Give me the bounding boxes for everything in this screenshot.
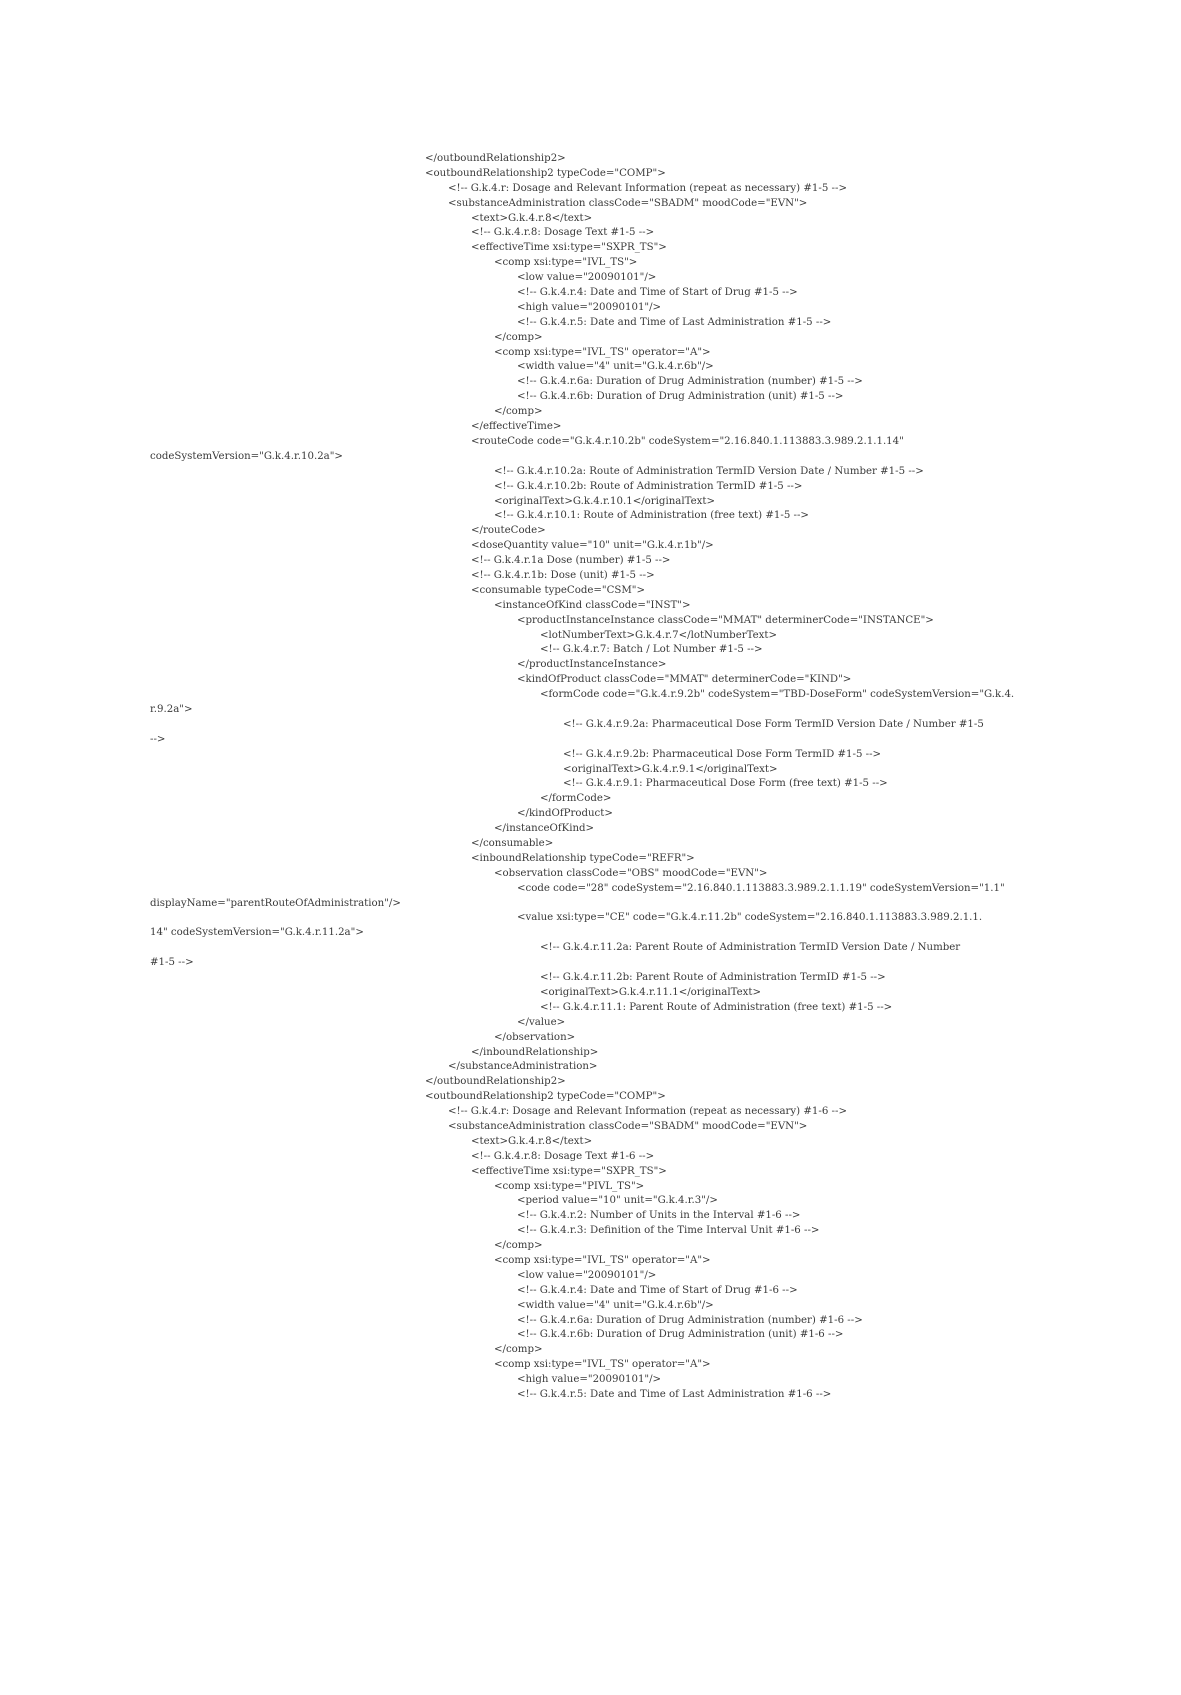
code-line-text: <outboundRelationship2 typeCode="COMP"> — [425, 1091, 666, 1103]
code-line — [150, 986, 1030, 1001]
code-line — [150, 301, 1030, 316]
code-line — [150, 1075, 1030, 1090]
code-line-text: <!-- G.k.4.r.1b: Dose (unit) #1-5 --> — [471, 569, 655, 581]
code-line — [150, 643, 1030, 658]
code-line — [150, 792, 1030, 807]
code-line-text: <substanceAdministration classCode="SBADM" moodCode="EVN"> — [448, 1120, 808, 1132]
code-line — [150, 569, 1030, 584]
code-line — [150, 316, 1030, 331]
code-line — [150, 911, 1030, 941]
code-line-text: <inboundRelationship typeCode="REFR"> — [471, 852, 695, 864]
code-line-text: </outboundRelationship2> — [425, 153, 566, 164]
code-line — [150, 614, 1030, 629]
code-line-text: <!-- G.k.4.r.3: Definition of the Time Interval Unit #1-6 --> — [517, 1225, 820, 1237]
code-line — [150, 1224, 1030, 1239]
code-line-text: <routeCode code="G.k.4.r.10.2b" codeSystem="2.16.840.1.113883.3.989.2.1.1.14" — [471, 435, 904, 447]
code-line — [150, 688, 1030, 718]
code-line — [150, 1090, 1030, 1105]
code-line-text: </effectiveTime> — [471, 421, 562, 433]
code-line — [150, 495, 1030, 510]
code-line-text: <!-- G.k.4.r.6a: Duration of Drug Administration (number) #1-5 --> — [517, 376, 863, 388]
code-line-text: <productInstanceInstance classCode="MMAT" determinerCode="INSTANCE"> — [517, 614, 934, 626]
code-line-text: <comp xsi:type="IVL_TS" operator="A"> — [494, 1255, 711, 1266]
code-line-text: <effectiveTime xsi:type="SXPR_TS"> — [471, 1165, 667, 1177]
code-line — [150, 1016, 1030, 1031]
code-line-text: <low value="20090101"/> — [517, 1269, 657, 1281]
code-line-text: <comp xsi:type="IVL_TS"> — [494, 257, 638, 269]
code-line — [150, 718, 1030, 748]
code-line — [150, 182, 1030, 197]
code-line — [150, 1046, 1030, 1061]
code-line-wrap: #1-5 --> — [150, 957, 194, 969]
code-line-text: </consumable> — [471, 838, 554, 850]
code-line-wrap: 14" codeSystemVersion="G.k.4.r.11.2a"> — [150, 927, 364, 939]
code-line — [150, 1150, 1030, 1165]
code-line — [150, 584, 1030, 599]
code-line — [150, 673, 1030, 688]
code-line-text: <!-- G.k.4.r.8: Dosage Text #1-6 --> — [471, 1150, 655, 1162]
code-line-text: <!-- G.k.4.r.2: Number of Units in the Interval #1-6 --> — [517, 1210, 801, 1222]
code-line — [150, 1269, 1030, 1284]
code-line-text: <!-- G.k.4.r.8: Dosage Text #1-5 --> — [471, 227, 655, 239]
code-line-text: <instanceOfKind classCode="INST"> — [494, 599, 691, 611]
code-line-text: <!-- G.k.4.r.5: Date and Time of Last Administration #1-6 --> — [517, 1389, 832, 1401]
code-line — [150, 777, 1030, 792]
code-line-text: <width value="4" unit="G.k.4.r.6b"/> — [517, 1299, 714, 1311]
code-line-text: <!-- G.k.4.r.9.2b: Pharmaceutical Dose Form TermID #1-5 --> — [563, 748, 882, 760]
code-line-text: <lotNumberText>G.k.4.r.7</lotNumberText> — [540, 629, 778, 641]
code-line-text: <!-- G.k.4.r.11.2b: Parent Route of Administration TermID #1-5 --> — [540, 972, 886, 984]
code-line-text: <low value="20090101"/> — [517, 272, 657, 284]
code-line — [150, 346, 1030, 361]
code-line-text: <originalText>G.k.4.r.11.1</originalText> — [540, 986, 762, 998]
code-line-wrap: displayName="parentRouteOfAdministration"/> — [150, 897, 401, 909]
code-line-text: <high value="20090101"/> — [517, 1374, 662, 1386]
code-line — [150, 1239, 1030, 1254]
code-line — [150, 197, 1030, 212]
code-line — [150, 658, 1030, 673]
code-line-wrap: --> — [150, 733, 166, 745]
code-line — [150, 837, 1030, 852]
code-line — [150, 941, 1030, 971]
code-line-text: <originalText>G.k.4.r.10.1</originalText> — [494, 495, 716, 507]
code-line-text: <doseQuantity value="10" unit="G.k.4.r.1b"/> — [471, 540, 714, 552]
code-line — [150, 1284, 1030, 1299]
code-line — [150, 554, 1030, 569]
code-line-text: <!-- G.k.4.r.4: Date and Time of Start of Drug #1-6 --> — [517, 1284, 798, 1296]
code-line — [150, 435, 1030, 465]
code-line — [150, 1209, 1030, 1224]
code-line-text: <value xsi:type="CE" code="G.k.4.r.11.2b" codeSystem="2.16.840.1.113883.3.989.2.1.1. — [517, 912, 983, 924]
code-line-text: <!-- G.k.4.r.11.1: Parent Route of Administration (free text) #1-5 --> — [540, 1001, 893, 1013]
code-line-text: <!-- G.k.4.r.6a: Duration of Drug Administration (number) #1-6 --> — [517, 1314, 863, 1326]
code-line-text: </substanceAdministration> — [448, 1061, 598, 1073]
code-line-text: </instanceOfKind> — [494, 823, 595, 835]
code-line — [150, 509, 1030, 524]
code-line-text: <text>G.k.4.r.8</text> — [471, 1135, 593, 1147]
code-line — [150, 763, 1030, 778]
code-line-text: <high value="20090101"/> — [517, 301, 662, 313]
code-line — [150, 1105, 1030, 1120]
code-line — [150, 1001, 1030, 1016]
code-line — [150, 212, 1030, 227]
code-line-text: <comp xsi:type="IVL_TS" operator="A"> — [494, 1359, 711, 1371]
code-line — [150, 360, 1030, 375]
code-line — [150, 1165, 1030, 1180]
code-line-text: </inboundRelationship> — [471, 1046, 599, 1058]
code-line — [150, 465, 1030, 480]
code-line — [150, 390, 1030, 405]
code-line — [150, 1373, 1030, 1388]
code-line-text: <formCode code="G.k.4.r.9.2b" codeSystem="TBD-DoseForm" codeSystemVersion="G.k.4. — [540, 689, 1015, 701]
code-line-text: </routeCode> — [471, 525, 546, 537]
code-line-text: <!-- G.k.4.r.5: Date and Time of Last Administration #1-5 --> — [517, 316, 832, 328]
code-line — [150, 1314, 1030, 1329]
code-line — [150, 524, 1030, 539]
code-line — [150, 405, 1030, 420]
code-line-text: <!-- G.k.4.r.6b: Duration of Drug Administration (unit) #1-5 --> — [517, 391, 844, 403]
code-line — [150, 241, 1030, 256]
code-line-text: <substanceAdministration classCode="SBADM" moodCode="EVN"> — [448, 197, 808, 209]
code-line — [150, 1254, 1030, 1269]
code-line — [150, 1194, 1030, 1209]
code-line-text: <!-- G.k.4.r.4: Date and Time of Start of Drug #1-5 --> — [517, 287, 798, 299]
code-line-text: <!-- G.k.4.r.10.2a: Route of Administration TermID Version Date / Number #1-5 --> — [494, 465, 924, 477]
code-line-text: <outboundRelationship2 typeCode="COMP"> — [425, 167, 666, 179]
code-line-text: <comp xsi:type="IVL_TS" operator="A"> — [494, 346, 711, 358]
code-line-text: <effectiveTime xsi:type="SXPR_TS"> — [471, 242, 667, 254]
code-line-text: <!-- G.k.4.r.9.2a: Pharmaceutical Dose Form TermID Version Date / Number #1-5 — [563, 718, 984, 730]
code-line — [150, 226, 1030, 241]
code-line-text: <width value="4" unit="G.k.4.r.6b"/> — [517, 361, 714, 373]
code-line — [150, 1031, 1030, 1046]
code-line — [150, 748, 1030, 763]
code-line-text: <!-- G.k.4.r.9.1: Pharmaceutical Dose Form (free text) #1-5 --> — [563, 778, 888, 790]
code-line-text: </formCode> — [540, 793, 612, 805]
code-line-text: </observation> — [494, 1031, 576, 1043]
code-line-text: <!-- G.k.4.r.7: Batch / Lot Number #1-5 --> — [540, 644, 763, 656]
code-line-text: </productInstanceInstance> — [517, 659, 667, 671]
code-line — [150, 822, 1030, 837]
code-line-text: <comp xsi:type="PIVL_TS"> — [494, 1180, 645, 1192]
code-line — [150, 807, 1030, 822]
code-line-text: <!-- G.k.4.r.10.2b: Route of Administration TermID #1-5 --> — [494, 480, 803, 492]
code-line-wrap: codeSystemVersion="G.k.4.r.10.2a"> — [150, 450, 343, 462]
code-line — [150, 1328, 1030, 1343]
code-line — [150, 480, 1030, 495]
code-line-text: <!-- G.k.4.r.6b: Duration of Drug Administration (unit) #1-6 --> — [517, 1329, 844, 1341]
code-line — [150, 971, 1030, 986]
code-line-text: <!-- G.k.4.r: Dosage and Relevant Information (repeat as necessary) #1-6 --> — [448, 1106, 847, 1118]
code-line-text: <!-- G.k.4.r.10.1: Route of Administration (free text) #1-5 --> — [494, 510, 809, 522]
code-line-text: <!-- G.k.4.r.1a Dose (number) #1-5 --> — [471, 555, 671, 567]
code-line-text: </outboundRelationship2> — [425, 1076, 566, 1088]
code-line — [150, 1358, 1030, 1373]
code-line — [150, 1060, 1030, 1075]
code-line — [150, 1343, 1030, 1358]
code-line-text: <kindOfProduct classCode="MMAT" determinerCode="KIND"> — [517, 674, 852, 686]
code-line-text: </comp> — [494, 406, 543, 418]
code-line-text: <observation classCode="OBS" moodCode="EVN"> — [494, 867, 768, 879]
code-line — [150, 629, 1030, 644]
code-line — [150, 1299, 1030, 1314]
code-line-text: </kindOfProduct> — [517, 808, 613, 820]
code-line — [150, 420, 1030, 435]
code-line-text: <originalText>G.k.4.r.9.1</originalText> — [563, 763, 778, 775]
code-line — [150, 256, 1030, 271]
code-line — [150, 375, 1030, 390]
code-line — [150, 331, 1030, 346]
code-line-text: </comp> — [494, 331, 543, 343]
code-line — [150, 867, 1030, 882]
code-line-text: <consumable typeCode="CSM"> — [471, 584, 646, 596]
code-line — [150, 1180, 1030, 1195]
code-line-text: </value> — [517, 1016, 566, 1028]
code-line-text: <period value="10" unit="G.k.4.r.3"/> — [517, 1195, 718, 1207]
code-line-text: <!-- G.k.4.r: Dosage and Relevant Information (repeat as necessary) #1-5 --> — [448, 182, 847, 194]
code-line — [150, 167, 1030, 182]
code-line — [150, 1135, 1030, 1150]
xml-code-listing — [150, 152, 1030, 1403]
code-line — [150, 271, 1030, 286]
code-line-wrap: r.9.2a"> — [150, 703, 193, 715]
code-line-text: <code code="28" codeSystem="2.16.840.1.113883.3.989.2.1.1.19" codeSystemVersion="1.1" — [517, 882, 1005, 894]
code-line-text: <!-- G.k.4.r.11.2a: Parent Route of Administration TermID Version Date / Number — [540, 942, 961, 954]
code-line — [150, 286, 1030, 301]
code-line — [150, 152, 1030, 167]
code-line-text: <text>G.k.4.r.8</text> — [471, 212, 593, 224]
code-line — [150, 1388, 1030, 1403]
code-line — [150, 599, 1030, 614]
code-line — [150, 1120, 1030, 1135]
code-line — [150, 882, 1030, 912]
code-line-text: </comp> — [494, 1344, 543, 1356]
code-line-text: </comp> — [494, 1240, 543, 1252]
code-line — [150, 539, 1030, 554]
code-line — [150, 852, 1030, 867]
